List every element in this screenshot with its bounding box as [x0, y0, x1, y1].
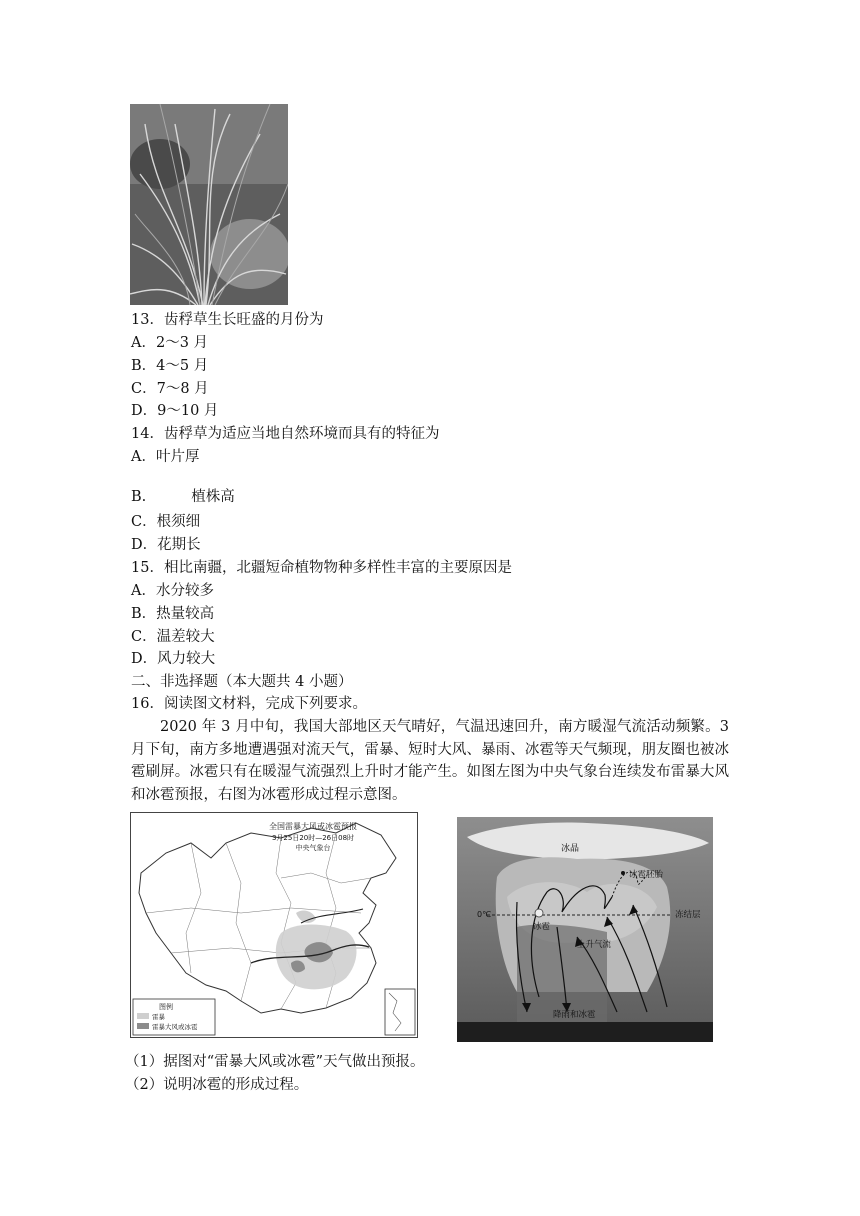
- map-source: 中央气象台: [295, 844, 331, 852]
- q14-option-c: C．根须细: [131, 514, 201, 530]
- legend-hail-label: 雷暴大风或冰雹: [152, 1023, 198, 1031]
- label-rain-hail: 降雨和冰雹: [553, 1010, 596, 1020]
- legend-thunder-swatch: [137, 1013, 149, 1019]
- label-hail-embryo: 冰雹胚胎: [629, 870, 664, 880]
- q16-stem: 16．阅读图文材料，完成下列要求。: [131, 696, 367, 712]
- q16-paragraph: 2020 年 3 月中旬，我国大部地区天气晴好，气温迅速回升，南方暖湿气流活动频繁。3 月下旬，南方多地遭遇强对流天气，雷暴、短时大风、暴雨、冰雹等天气频现，朋友圈也被冰雹刷屏。冰雹只有在暖湿气流强烈上升时才能产生。如图左图为中央气象台连续发布雷暴大风和冰雹预报，右图为冰雹形成过程示意图。: [131, 719, 729, 803]
- q13-option-b: B．4～5 月: [131, 358, 209, 374]
- label-zero-c: 0℃: [477, 910, 492, 919]
- q14-option-b-text: 植株高: [191, 489, 235, 505]
- label-freezing-layer: 冻结层: [675, 910, 701, 920]
- section2-heading: 二、非选择题（本大题共 4 小题）: [131, 674, 353, 690]
- q15-option-a: A．水分较多: [131, 583, 214, 599]
- q14-option-b-letter: B.: [131, 489, 147, 505]
- q14-option-d: D．花期长: [131, 537, 201, 553]
- q14-option-a: A．叶片厚: [131, 449, 200, 465]
- grass-photo: [130, 104, 288, 305]
- map-title: 全国雷暴大风或冰雹预报: [269, 822, 357, 831]
- label-ice-crystal: 冰晶: [561, 844, 580, 854]
- map-time: 3月25日20时—26日08时: [271, 834, 355, 842]
- q13-option-a: A．2～3 月: [131, 335, 209, 351]
- q13-option-d: D．9～10 月: [131, 403, 219, 419]
- label-hail: 冰雹: [533, 922, 551, 932]
- q13-option-c: C．7～8 月: [131, 381, 209, 397]
- legend-thunder-label: 雷暴: [152, 1013, 165, 1021]
- label-updraft: 上升气流: [577, 940, 612, 950]
- legend-hail-swatch: [137, 1023, 149, 1029]
- q15-stem: 15．相比南疆，北疆短命植物物种多样性丰富的主要原因是: [131, 560, 512, 576]
- legend-title: 图例: [159, 1003, 173, 1011]
- q15-option-d: D．风力较大: [131, 651, 216, 667]
- q15-option-c: C．温差较大: [131, 629, 215, 645]
- q16-sub1: （1）据图对“雷暴大风或冰雹”天气做出预报。: [125, 1054, 425, 1070]
- q16-sub2: （2）说明冰雹的形成过程。: [125, 1077, 309, 1093]
- hail-formation-diagram: [457, 817, 713, 1042]
- forecast-map: [130, 812, 418, 1038]
- q13-stem: 13．齿稃草生长旺盛的月份为: [131, 312, 324, 328]
- china-outline: [139, 823, 396, 1013]
- south-sea-inset: [385, 989, 415, 1035]
- q14-stem: 14．齿稃草为适应当地自然环境而具有的特征为: [131, 426, 440, 442]
- q15-option-b: B．热量较高: [131, 606, 215, 622]
- hail-stone: [535, 909, 543, 917]
- q14-option-b: [131, 487, 235, 507]
